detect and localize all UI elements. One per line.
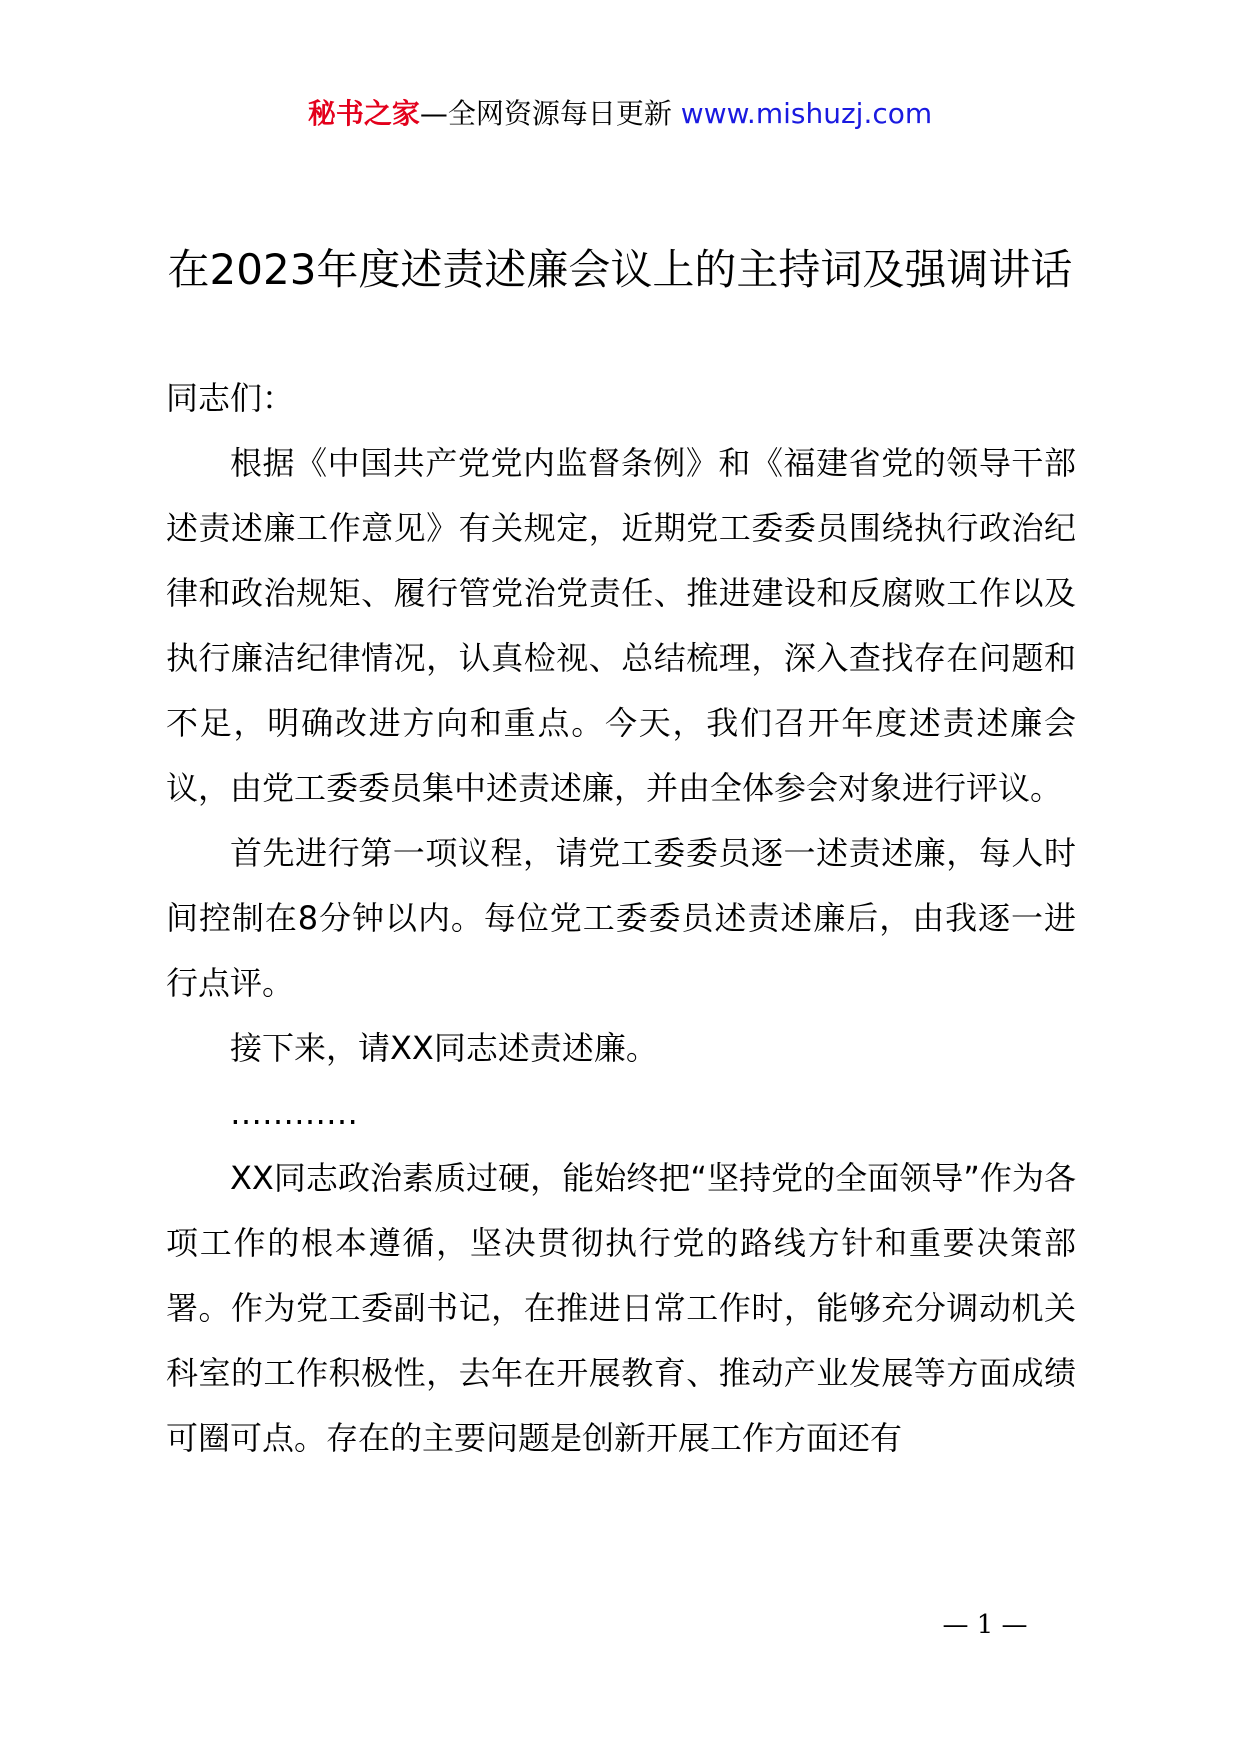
site-banner <box>0 94 1240 134</box>
salutation: 同志们： <box>166 379 295 417</box>
ellipsis-paragraph: ………… <box>230 1094 358 1132</box>
document-title: 在2023年度述责述廉会议上的主持词及强调讲话 <box>167 245 1073 294</box>
paragraph: 根据《中国共产党党内监督条例》和《福建省党的领导干部述责述廉工作意见》有关规定，近期党工委委员围绕执行政治纪律和政治规矩、履行管党治党责任、推进建设和反腐败工作以及执行廉洁纪律情况，认真检视、总结梳理，深入查找存在问题和不足，明确改进方向和重点。今天，我们召开年度述责述廉会议，由党工委委员集中述责述廉，并由全体参会对象进行评议。 <box>166 444 1076 807</box>
site-url-link[interactable]: www.mishuzj.com <box>680 97 933 130</box>
paragraph: XX同志政治素质过硬，能始终把“坚持党的全面领导”作为各项工作的根本遵循，坚决贯彻执行党的路线方针和重要决策部署。作为党工委副书记，在推进日常工作时，能够充分调动机关科室的工作积极性，去年在开展教育、推动产业发展等方面成绩可圈可点。存在的主要问题是创新开展工作方面还有 <box>166 1159 1076 1457</box>
document-body <box>166 366 1076 1471</box>
site-brand-name: 秘书之家 <box>307 97 420 130</box>
site-slogan: —全网资源每日更新 <box>419 97 672 130</box>
paragraph: 接下来，请XX同志述责述廉。 <box>230 1029 658 1067</box>
paragraph: 首先进行第一项议程，请党工委委员逐一述责述廉，每人时间控制在8分钟以内。每位党工委委员述责述廉后，由我逐一进行点评。 <box>166 834 1076 1002</box>
page-number: — 1 — <box>942 1610 1028 1640</box>
